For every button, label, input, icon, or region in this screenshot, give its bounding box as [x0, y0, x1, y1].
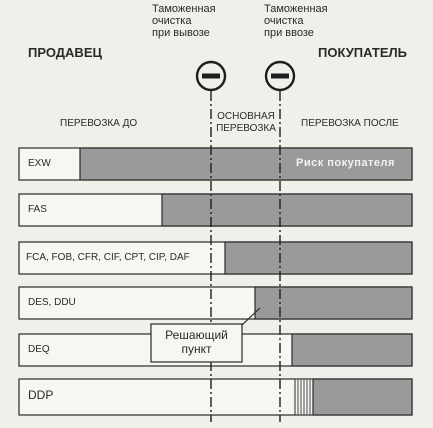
callout-line-1: Решающий	[165, 328, 228, 342]
buyer-header: ПОКУПАТЕЛЬ	[318, 45, 407, 60]
column-after: ПЕРЕВОЗКА ПОСЛЕ	[301, 118, 399, 129]
export-customs-line-3: при вывозе	[152, 27, 210, 39]
row-fas-label: FAS	[28, 204, 47, 215]
column-main	[213, 111, 279, 135]
row-des-label: DES, DDU	[28, 297, 76, 308]
import-customs-label	[264, 3, 328, 39]
row-fas-bar	[19, 194, 412, 226]
export-customs-line-1: Таможенная	[152, 3, 216, 15]
row-ddp-label: DDP	[28, 388, 54, 402]
minus-circle-icon	[266, 62, 294, 90]
buyer-risk-label: Риск покупателя	[296, 157, 395, 169]
minus-circle-icon	[197, 62, 225, 90]
decisive-point-callout	[151, 328, 242, 356]
row-exw-label: EXW	[28, 158, 51, 169]
column-main-line-2: ПЕРЕВОЗКА	[216, 123, 276, 134]
import-customs-line-2: очистка	[264, 15, 304, 27]
seller-header: ПРОДАВЕЦ	[28, 45, 102, 60]
import-customs-line-1: Таможенная	[264, 3, 328, 15]
column-before: ПЕРЕВОЗКА ДО	[60, 118, 138, 129]
row-ddp-bar	[19, 379, 412, 415]
export-customs-line-2: очистка	[152, 15, 192, 27]
import-customs-line-3: при ввозе	[264, 27, 314, 39]
row-deq-label: DEQ	[28, 344, 50, 355]
column-main-line-1: ОСНОВНАЯ	[217, 111, 275, 122]
row-des-bar	[19, 287, 412, 319]
export-customs-label	[152, 3, 216, 39]
callout-line-2: пункт	[181, 342, 212, 356]
row-fca-label: FCA, FOB, CFR, CIF, CPT, CIP, DAF	[26, 252, 190, 263]
